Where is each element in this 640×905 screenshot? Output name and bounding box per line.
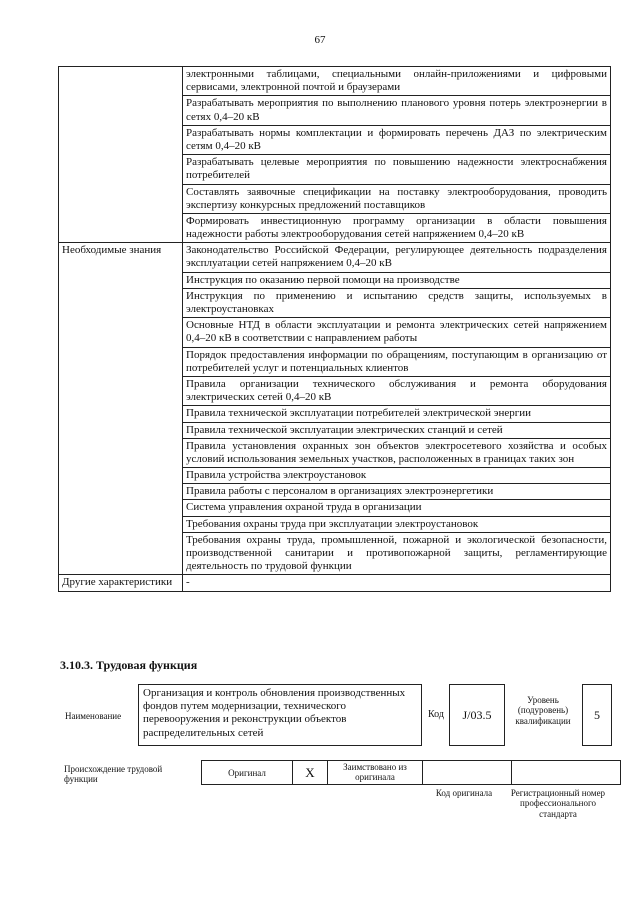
reg-number-cell: [512, 761, 621, 785]
row-label: Необходимые знания: [59, 243, 183, 575]
row-item: Правила работы с персоналом в организациях электроэнергетики: [183, 484, 611, 500]
function-code: J/03.5: [449, 684, 505, 746]
code-original-cell: [423, 761, 512, 785]
row-label: Другие характеристики: [59, 575, 183, 591]
reg-number-label: Регистрационный номер профессионального стандарта: [510, 788, 606, 819]
table-row: [59, 575, 611, 591]
row-item: Разрабатывать целевые мероприятия по повышению надежности электроснабжения потребителей: [183, 155, 611, 184]
name-label: Наименование: [65, 711, 122, 721]
row-label: [59, 67, 183, 243]
row-item: Правила устройства электроустановок: [183, 468, 611, 484]
row-item: Правила технической эксплуатации электрических станций и сетей: [183, 422, 611, 438]
row-item: Требования охраны труда, промышленной, пожарной и экологической безопасности, производственной санитарии и противопожарной защиты, регламентирующие деятельность по трудовой функции: [183, 532, 611, 575]
function-name: Организация и контроль обновления производственных фондов путем модернизации, технического перевооружения и реконструкции объектов распределительных сетей: [138, 684, 422, 746]
level-label: Уровень (подуровень) квалификации: [515, 695, 571, 726]
borrowed-label: Заимствовано из оригинала: [328, 761, 423, 785]
table-row: [59, 67, 611, 96]
qualification-level: 5: [582, 684, 612, 746]
row-item: Правила установления охранных зон объектов электросетевого хозяйства и особых условий использования земельных участков, расположенных в границах таких зон: [183, 438, 611, 467]
row-item: Разрабатывать мероприятия по выполнению планового уровня потерь электроэнергии в сетях 0,4–20 кВ: [183, 96, 611, 125]
row-item: Разрабатывать нормы комплектации и формировать перечень ДАЗ по электрическим сетям 0,4–20 кВ: [183, 125, 611, 154]
row-item: Составлять заявочные спецификации на поставку электрооборудования, проводить экспертизу конкурсных предложений поставщиков: [183, 184, 611, 213]
row-item: -: [183, 575, 611, 591]
row-item: Система управления охраной труда в организации: [183, 500, 611, 516]
row-item: Инструкция по оказанию первой помощи на производстве: [183, 272, 611, 288]
row-item: Правила технической эксплуатации потребителей электрической энергии: [183, 406, 611, 422]
row-item: Требования охраны труда при эксплуатации электроустановок: [183, 516, 611, 532]
row-item: электронными таблицами, специальными онлайн-приложениями и цифровыми сервисами, электронной почтой и браузерами: [183, 67, 611, 96]
row-item: Формировать инвестиционную программу организации в области повышения надежности работы электрооборудования сетей напряжением 0,4–20 кВ: [183, 213, 611, 242]
origin-table: [201, 760, 621, 785]
section-title: 3.10.3. Трудовая функция: [60, 658, 198, 672]
row-item: Порядок предоставления информации по обращениям, поступающим в организацию от потребителей услуг и потенциальных клиентов: [183, 347, 611, 376]
table-row: [59, 243, 611, 272]
row-item: Законодательство Российской Федерации, регулирующее деятельность подразделения эксплуатации сетей напряжением 0,4–20 кВ: [183, 243, 611, 272]
origin-label: Происхождение трудовой функции: [64, 764, 163, 785]
code-label: Код: [428, 709, 444, 720]
original-mark: X: [293, 761, 328, 785]
page-number: 67: [314, 34, 326, 46]
original-label: Оригинал: [202, 761, 293, 785]
competency-table: [58, 66, 611, 592]
row-item: Инструкция по применению и испытанию средств защиты, используемых в электроустановках: [183, 288, 611, 317]
row-item: Правила организации технического обслуживания и ремонта оборудования электрических сетей 0,4–20 кВ: [183, 376, 611, 405]
row-item: Основные НТД в области эксплуатации и ремонта электрических сетей напряжением 0,4–20 кВ в соответствии с направлением работы: [183, 318, 611, 347]
code-original-label: Код оригинала: [435, 788, 493, 798]
